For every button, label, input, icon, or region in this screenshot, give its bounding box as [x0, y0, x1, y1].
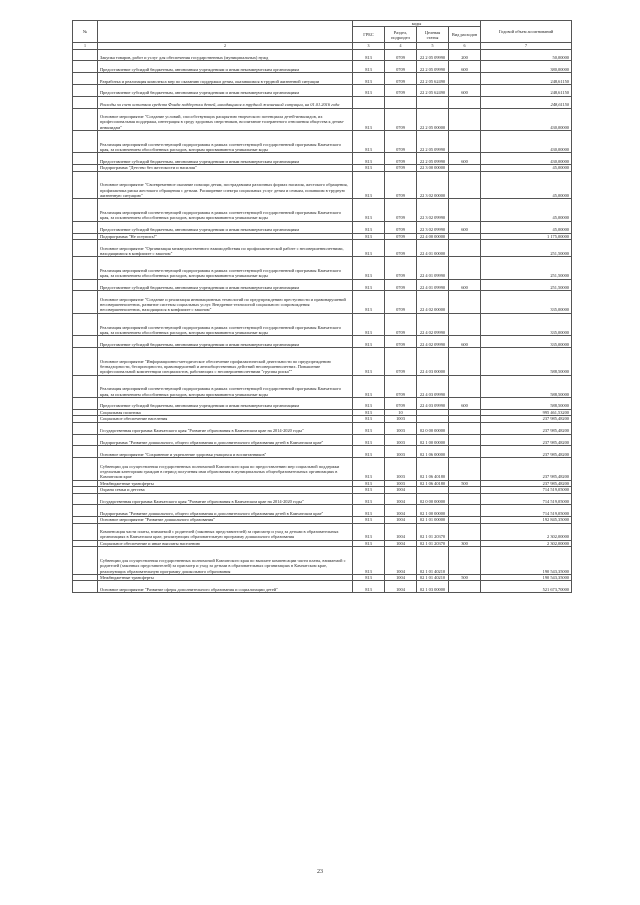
row-vr-cell: [449, 96, 481, 108]
row-name-cell: Охрана семьи и детства: [98, 487, 353, 494]
table-row: [73, 547, 572, 575]
row-vr-cell: [449, 291, 481, 313]
row-vr-cell: [449, 130, 481, 152]
row-sum-cell: 190 543,35000: [481, 574, 572, 581]
row-sum-cell: 430,00000: [481, 153, 572, 165]
row-cs-cell: 02 1 03 00000: [417, 581, 449, 593]
row-name-cell: Расходы за счет остатков средств Фонда поддержки детей, находящихся в трудной жизненной ситуации, на 01.01.2016 года: [98, 96, 353, 108]
row-vr-cell: [449, 505, 481, 517]
row-cs-cell: 22 4 02 09990: [417, 313, 449, 335]
table-row: [73, 96, 572, 108]
row-grbs-cell: 813: [353, 547, 385, 575]
row-sum-cell: 248,61150: [481, 84, 572, 96]
row-razdel-cell: 1004: [385, 547, 417, 575]
row-grbs-cell: 813: [353, 416, 385, 423]
table-row: [73, 336, 572, 348]
row-name-cell: Предоставление субсидий бюджетным, автономным учреждениям и иным некоммерческим организациям: [98, 153, 353, 165]
row-sum-cell: 335,00000: [481, 291, 572, 313]
row-num-cell: [73, 434, 98, 446]
row-vr-cell: [449, 199, 481, 221]
row-grbs-cell: 813: [353, 61, 385, 73]
row-sum-cell: 714 519,05000: [481, 487, 572, 494]
table-row: [73, 49, 572, 61]
row-cs-cell: 22 2 05 09990: [417, 61, 449, 73]
row-vr-cell: [449, 108, 481, 130]
row-razdel-cell: 0709: [385, 375, 417, 397]
row-vr-cell: 600: [449, 153, 481, 165]
row-name-cell: Социальное обеспечение населения: [98, 416, 353, 423]
row-sum-cell: 45,00000: [481, 171, 572, 199]
row-name-cell: Основное мероприятие "Информационно-методическое обеспечение профилактической деятельности по предупреждению безнадзорности, беспризорности, правонарушений и антиобщественных действий несовершеннолетних. Повышение профессиональной компетенции специалистов, работающих с несовершеннолетними "группы риска"": [98, 347, 353, 375]
row-vr-cell: 200: [449, 49, 481, 61]
row-cs-cell: 02 0 00 00000: [417, 493, 449, 505]
row-razdel-cell: 0709: [385, 49, 417, 61]
row-cs-cell: 22 3 02 00000: [417, 171, 449, 199]
row-cs-cell: 02 1 00 00000: [417, 434, 449, 446]
header-codes: коды: [353, 21, 481, 27]
row-razdel-cell: 0709: [385, 84, 417, 96]
row-cs-cell: 02 1 01 20370: [417, 523, 449, 540]
row-razdel-cell: 0709: [385, 199, 417, 221]
row-num-cell: [73, 61, 98, 73]
row-name-cell: Социальное обеспечение и иные выплаты населению: [98, 540, 353, 547]
row-razdel-cell: 1004: [385, 493, 417, 505]
row-grbs-cell: 813: [353, 199, 385, 221]
row-sum-cell: 45,00000: [481, 221, 572, 233]
row-vr-cell: [449, 347, 481, 375]
row-num-cell: [73, 581, 98, 593]
row-vr-cell: 600: [449, 279, 481, 291]
row-vr-cell: 600: [449, 84, 481, 96]
row-sum-cell: 251,50000: [481, 240, 572, 257]
row-vr-cell: [449, 73, 481, 85]
row-vr-cell: [449, 446, 481, 458]
row-vr-cell: [449, 581, 481, 593]
row-cs-cell: 02 1 06 40180: [417, 480, 449, 487]
row-vr-cell: [449, 240, 481, 257]
row-cs-cell: 22 4 02 00000: [417, 291, 449, 313]
table-body: [73, 49, 572, 593]
row-name-cell: Реализация мероприятий соответствующей подпрограммы в рамках соответствующей государственной программы Камчатского края, за исключением обособленных расходов, которым присваиваются уникальные коды: [98, 199, 353, 221]
row-cs-cell: 22 4 03 00000: [417, 347, 449, 375]
row-sum-cell: 521 673,70000: [481, 581, 572, 593]
row-name-cell: Субвенции для осуществления государственных полномочий Камчатского края по предоставлению мер социальной поддержки отдельным категориям граждан в период получения ими образования в муниципальных общеобразовательных организациях в Камчатском крае: [98, 458, 353, 480]
row-vr-cell: [449, 493, 481, 505]
row-grbs-cell: 813: [353, 240, 385, 257]
row-vr-cell: [449, 313, 481, 335]
table-row: [73, 108, 572, 130]
row-num-cell: [73, 422, 98, 434]
row-razdel-cell: 1003: [385, 446, 417, 458]
row-sum-cell: 237 985,48200: [481, 434, 572, 446]
row-grbs-cell: 813: [353, 517, 385, 524]
row-razdel-cell: 1003: [385, 480, 417, 487]
row-grbs-cell: 813: [353, 313, 385, 335]
row-num-cell: [73, 73, 98, 85]
row-cs-cell: 02 1 06 00000: [417, 446, 449, 458]
row-sum-cell: 380,00000: [481, 61, 572, 73]
row-name-cell: Подпрограмма "Развитие дошкольного, общего образования и дополнительного образования детей в Камчатском крае": [98, 434, 353, 446]
row-cs-cell: 02 0 00 00000: [417, 422, 449, 434]
row-grbs-cell: 813: [353, 73, 385, 85]
table-row: [73, 523, 572, 540]
row-sum-cell: 251,50000: [481, 279, 572, 291]
table-row: [73, 434, 572, 446]
row-grbs-cell: 813: [353, 153, 385, 165]
row-grbs-cell: 813: [353, 409, 385, 416]
row-razdel-cell: 0709: [385, 221, 417, 233]
row-razdel-cell: 0709: [385, 240, 417, 257]
row-name-cell: Субвенции для осуществления государственных полномочий Камчатского края по выплате компенсации части платы, взимаемой с родителей (законных представителей) за присмотр и уход за детьми в образовательных организациях в Камчатском крае, реализующих образовательную программу дошкольного образования: [98, 547, 353, 575]
row-grbs-cell: [353, 96, 385, 108]
row-num-cell: [73, 84, 98, 96]
table-row: [73, 291, 572, 313]
row-name-cell: Социальная политика: [98, 409, 353, 416]
header-vr: Вид расходов: [449, 27, 481, 43]
row-name-cell: Основное мероприятие "Развитие сферы дополнительного образования и социализации детей": [98, 581, 353, 593]
row-grbs-cell: 813: [353, 505, 385, 517]
row-grbs-cell: 813: [353, 581, 385, 593]
row-num-cell: [73, 153, 98, 165]
row-num-cell: [73, 257, 98, 279]
table-row: [73, 446, 572, 458]
row-sum-cell: 237 985,48200: [481, 422, 572, 434]
header-num: №: [73, 21, 98, 43]
row-razdel-cell: 0709: [385, 257, 417, 279]
header-name: [98, 21, 353, 43]
row-name-cell: Основное мероприятие "Создание и реализация инновационных технологий по предупреждению преступности и правонарушений несовершеннолетних, развитие системы социальных услуг. Внедрение технологий социального сопровождения несовершеннолетних, находящихся в конфликте с законом": [98, 291, 353, 313]
row-cs-cell: 22 4 02 09990: [417, 336, 449, 348]
row-grbs-cell: 813: [353, 279, 385, 291]
row-grbs-cell: 813: [353, 574, 385, 581]
row-razdel-cell: [385, 96, 417, 108]
row-num-cell: [73, 108, 98, 130]
row-sum-cell: 335,00000: [481, 336, 572, 348]
row-name-cell: Закупка товаров, работ и услуг для обеспечения государственных (муниципальных) нужд: [98, 49, 353, 61]
header-cs: Целевая статья: [417, 27, 449, 43]
row-cs-cell: 22 4 01 09990: [417, 257, 449, 279]
row-grbs-cell: 813: [353, 540, 385, 547]
row-sum-cell: 714 519,05000: [481, 505, 572, 517]
row-name-cell: Разработка и реализация комплекса мер по оказанию поддержки детям, оказавшимся в трудной жизненной ситуации: [98, 73, 353, 85]
row-cs-cell: 02 1 06 40180: [417, 458, 449, 480]
row-vr-cell: [449, 523, 481, 540]
row-grbs-cell: 813: [353, 49, 385, 61]
row-name-cell: Предоставление субсидий бюджетным, автономным учреждениям и иным некоммерческим организациям: [98, 279, 353, 291]
table-row: [73, 422, 572, 434]
row-vr-cell: [449, 171, 481, 199]
table-row: [73, 397, 572, 409]
header-grbs: ГРБС: [353, 27, 385, 43]
row-grbs-cell: 813: [353, 487, 385, 494]
index-cell: 7: [481, 43, 572, 49]
row-num-cell: [73, 347, 98, 375]
row-grbs-cell: 813: [353, 375, 385, 397]
row-grbs-cell: 813: [353, 130, 385, 152]
row-sum-cell: 237 985,48200: [481, 416, 572, 423]
row-name-cell: Реализация мероприятий соответствующей подпрограммы в рамках соответствующей государственной программы Камчатского края, за исключением обособленных расходов, которым присваиваются уникальные коды: [98, 257, 353, 279]
row-cs-cell: 22 4 03 09990: [417, 397, 449, 409]
row-num-cell: [73, 446, 98, 458]
row-vr-cell: 600: [449, 221, 481, 233]
table-row: [73, 257, 572, 279]
row-grbs-cell: 813: [353, 233, 385, 240]
row-razdel-cell: 0709: [385, 153, 417, 165]
row-cs-cell: 22 2 05 09990: [417, 153, 449, 165]
row-razdel-cell: 0709: [385, 336, 417, 348]
row-razdel-cell: 1004: [385, 517, 417, 524]
table-row: [73, 505, 572, 517]
table-row: [73, 199, 572, 221]
row-razdel-cell: 0709: [385, 73, 417, 85]
row-sum-cell: 2 302,00000: [481, 540, 572, 547]
row-grbs-cell: 813: [353, 347, 385, 375]
row-grbs-cell: 813: [353, 446, 385, 458]
table-row: [73, 581, 572, 593]
row-cs-cell: 22 2 05 09990: [417, 49, 449, 61]
row-cs-cell: 22 4 00 00000: [417, 233, 449, 240]
row-num-cell: [73, 458, 98, 480]
row-name-cell: Реализация мероприятий соответствующей подпрограммы в рамках соответствующей государственной программы Камчатского края, за исключением обособленных расходов, которым присваиваются уникальные коды: [98, 130, 353, 152]
row-num-cell: [73, 96, 98, 108]
row-grbs-cell: 813: [353, 84, 385, 96]
row-razdel-cell: 0709: [385, 108, 417, 130]
row-razdel-cell: 1004: [385, 581, 417, 593]
row-name-cell: Основное мероприятие "Сохранение и укрепление здоровья учащихся и воспитанников": [98, 446, 353, 458]
row-razdel-cell: 0709: [385, 347, 417, 375]
row-name-cell: Предоставление субсидий бюджетным, автономным учреждениям и иным некоммерческим организациям: [98, 336, 353, 348]
row-vr-cell: 300: [449, 540, 481, 547]
row-cs-cell: 22 3 00 00000: [417, 165, 449, 172]
row-razdel-cell: 0709: [385, 397, 417, 409]
row-razdel-cell: 0709: [385, 165, 417, 172]
row-cs-cell: 22 2 05 09990: [417, 130, 449, 152]
row-sum-cell: 588,50000: [481, 397, 572, 409]
index-cell: 5: [417, 43, 449, 49]
document-sheet: [72, 20, 572, 593]
row-sum-cell: 190 543,35000: [481, 547, 572, 575]
index-cell: 1: [73, 43, 98, 49]
row-sum-cell: 588,50000: [481, 347, 572, 375]
table-row: [73, 375, 572, 397]
row-name-cell: Основное мероприятие "Развитие дошкольного образования": [98, 517, 353, 524]
row-razdel-cell: 1003: [385, 416, 417, 423]
index-cell: 3: [353, 43, 385, 49]
table-row: [73, 130, 572, 152]
row-razdel-cell: 1004: [385, 574, 417, 581]
row-sum-cell: 248,61150: [481, 96, 572, 108]
row-num-cell: [73, 240, 98, 257]
header-razdel: Раздел, подраздел: [385, 27, 417, 43]
row-name-cell: Предоставление субсидий бюджетным, автономным учреждениям и иным некоммерческим организациям: [98, 61, 353, 73]
row-cs-cell: 22 4 01 09990: [417, 279, 449, 291]
table-row: [73, 313, 572, 335]
row-name-cell: Подпрограмма "Развитие дошкольного, общего образования и дополнительного образования детей в Камчатском крае": [98, 505, 353, 517]
row-grbs-cell: 813: [353, 422, 385, 434]
row-grbs-cell: 813: [353, 458, 385, 480]
row-num-cell: [73, 171, 98, 199]
row-num-cell: [73, 375, 98, 397]
row-cs-cell: 22 2 05 62490: [417, 73, 449, 85]
table-row: [73, 240, 572, 257]
row-vr-cell: [449, 422, 481, 434]
row-sum-cell: 2 302,00000: [481, 523, 572, 540]
row-cs-cell: 02 1 01 40210: [417, 574, 449, 581]
row-razdel-cell: 0709: [385, 313, 417, 335]
header-sum: Годовой объем ассигнований: [481, 21, 572, 43]
table-row: [73, 221, 572, 233]
row-sum-cell: 714 519,05000: [481, 493, 572, 505]
row-name-cell: Компенсация части платы, взимаемой с родителей (законных представителей) за присмотр и уход за детьми в образовательных организациях в Камчатском крае, реализующих образовательную программу дошкольного образования: [98, 523, 353, 540]
table-row: [73, 84, 572, 96]
row-sum-cell: 248,61150: [481, 73, 572, 85]
row-name-cell: Предоставление субсидий бюджетным, автономным учреждениям и иным некоммерческим организациям: [98, 84, 353, 96]
row-num-cell: [73, 130, 98, 152]
row-num-cell: [73, 199, 98, 221]
row-razdel-cell: 0709: [385, 279, 417, 291]
table-row: [73, 458, 572, 480]
row-name-cell: Межбюджетные трансферты: [98, 480, 353, 487]
row-grbs-cell: 813: [353, 165, 385, 172]
row-num-cell: [73, 336, 98, 348]
index-cell: 6: [449, 43, 481, 49]
row-cs-cell: 22 4 01 00000: [417, 240, 449, 257]
row-num-cell: [73, 291, 98, 313]
row-grbs-cell: 813: [353, 291, 385, 313]
row-cs-cell: 02 1 01 40210: [417, 547, 449, 575]
table-row: [73, 61, 572, 73]
row-num-cell: [73, 49, 98, 61]
row-razdel-cell: 1004: [385, 487, 417, 494]
row-sum-cell: 237 985,48200: [481, 480, 572, 487]
row-cs-cell: 02 1 00 00000: [417, 505, 449, 517]
row-sum-cell: 251,50000: [481, 257, 572, 279]
row-vr-cell: [449, 434, 481, 446]
table-row: [73, 171, 572, 199]
row-razdel-cell: 0709: [385, 233, 417, 240]
row-grbs-cell: 813: [353, 397, 385, 409]
row-vr-cell: 600: [449, 61, 481, 73]
table-row: [73, 493, 572, 505]
row-razdel-cell: 0709: [385, 130, 417, 152]
row-sum-cell: 192 845,35000: [481, 517, 572, 524]
row-cs-cell: 02 1 01 20370: [417, 540, 449, 547]
row-num-cell: [73, 505, 98, 517]
row-name-cell: Основное мероприятие "Создание условий, способствующих раскрытию творческого потенциала детей-инвалидов, их профессиональная поддержка, интеграция в среду здоровых сверстников, воспитание толерантного отношения общества к детям-инвалидам": [98, 108, 353, 130]
row-grbs-cell: 813: [353, 257, 385, 279]
row-num-cell: [73, 493, 98, 505]
table-row: [73, 73, 572, 85]
index-cell: 4: [385, 43, 417, 49]
row-razdel-cell: 10: [385, 409, 417, 416]
row-grbs-cell: 813: [353, 434, 385, 446]
row-sum-cell: 237 985,48200: [481, 458, 572, 480]
row-grbs-cell: 813: [353, 171, 385, 199]
row-sum-cell: 588,50000: [481, 375, 572, 397]
row-num-cell: [73, 547, 98, 575]
row-vr-cell: 500: [449, 574, 481, 581]
row-sum-cell: 45,00000: [481, 165, 572, 172]
row-sum-cell: 1 175,00000: [481, 233, 572, 240]
row-grbs-cell: 813: [353, 108, 385, 130]
row-sum-cell: 237 985,48200: [481, 446, 572, 458]
row-sum-cell: 45,00000: [481, 199, 572, 221]
row-name-cell: Государственная программа Камчатского края "Развитие образования в Камчатском крае на 2014-2020 годы": [98, 493, 353, 505]
row-grbs-cell: 813: [353, 221, 385, 233]
row-razdel-cell: 1004: [385, 505, 417, 517]
row-sum-cell: 430,00000: [481, 108, 572, 130]
row-name-cell: Реализация мероприятий соответствующей подпрограммы в рамках соответствующей государственной программы Камчатского края, за исключением обособленных расходов, которым присваиваются уникальные коды: [98, 313, 353, 335]
row-vr-cell: [449, 547, 481, 575]
row-cs-cell: 22 4 03 09990: [417, 375, 449, 397]
row-sum-cell: 430,00000: [481, 130, 572, 152]
row-sum-cell: 50,00000: [481, 49, 572, 61]
row-razdel-cell: 1003: [385, 458, 417, 480]
row-grbs-cell: 813: [353, 523, 385, 540]
budget-table: [72, 20, 572, 593]
row-name-cell: Реализация мероприятий соответствующей подпрограммы в рамках соответствующей государственной программы Камчатского края, за исключением обособленных расходов, которым присваиваются уникальные коды: [98, 375, 353, 397]
row-num-cell: [73, 397, 98, 409]
row-grbs-cell: 813: [353, 336, 385, 348]
row-razdel-cell: 1004: [385, 523, 417, 540]
row-name-cell: Предоставление субсидий бюджетным, автономным учреждениям и иным некоммерческим организациям: [98, 397, 353, 409]
index-cell: 2: [98, 43, 353, 49]
row-cs-cell: 22 2 05 00000: [417, 108, 449, 130]
row-vr-cell: 500: [449, 480, 481, 487]
row-razdel-cell: 0709: [385, 171, 417, 199]
row-name-cell: Межбюджетные трансферты: [98, 574, 353, 581]
table-row: [73, 153, 572, 165]
row-razdel-cell: 0709: [385, 291, 417, 313]
row-name-cell: Предоставление субсидий бюджетным, автономным учреждениям и иным некоммерческим организациям: [98, 221, 353, 233]
row-razdel-cell: 1004: [385, 540, 417, 547]
row-vr-cell: 600: [449, 397, 481, 409]
row-grbs-cell: 813: [353, 480, 385, 487]
row-num-cell: [73, 523, 98, 540]
row-razdel-cell: 0709: [385, 61, 417, 73]
row-cs-cell: [417, 96, 449, 108]
row-grbs-cell: 813: [353, 493, 385, 505]
row-vr-cell: [449, 257, 481, 279]
row-name-cell: Основное мероприятие "Организация межведомственного взаимодействия по профилактической работе с несовершеннолетними, находящимися в конфликте с законом": [98, 240, 353, 257]
row-sum-cell: 995 461,53200: [481, 409, 572, 416]
page-number: 23: [317, 869, 323, 875]
row-vr-cell: [449, 458, 481, 480]
row-name-cell: Подпрограмма "Детство без жестокости и насилия": [98, 165, 353, 172]
row-cs-cell: 22 3 02 09990: [417, 199, 449, 221]
row-vr-cell: 600: [449, 336, 481, 348]
row-razdel-cell: 1003: [385, 434, 417, 446]
row-name-cell: Основное мероприятие "Своевременное оказание помощи детям, пострадавшим различных формах насилия, жестокого обращения, профилактика риска жестокого обращения с детьми. Расширение спектра социальных услуг детям и семьям, попавшим в трудную жизненную ситуацию": [98, 171, 353, 199]
table-row: [73, 279, 572, 291]
row-cs-cell: 22 2 05 62490: [417, 84, 449, 96]
table-row: [73, 347, 572, 375]
row-name-cell: Государственная программа Камчатского края "Развитие образования в Камчатском крае на 2014-2020 годы": [98, 422, 353, 434]
row-num-cell: [73, 279, 98, 291]
row-num-cell: [73, 221, 98, 233]
row-num-cell: [73, 313, 98, 335]
row-cs-cell: 02 1 01 00000: [417, 517, 449, 524]
row-vr-cell: [449, 375, 481, 397]
row-razdel-cell: 1003: [385, 422, 417, 434]
row-name-cell: Подпрограмма "Не оступись!": [98, 233, 353, 240]
row-cs-cell: 22 3 02 09990: [417, 221, 449, 233]
row-sum-cell: 335,00000: [481, 313, 572, 335]
